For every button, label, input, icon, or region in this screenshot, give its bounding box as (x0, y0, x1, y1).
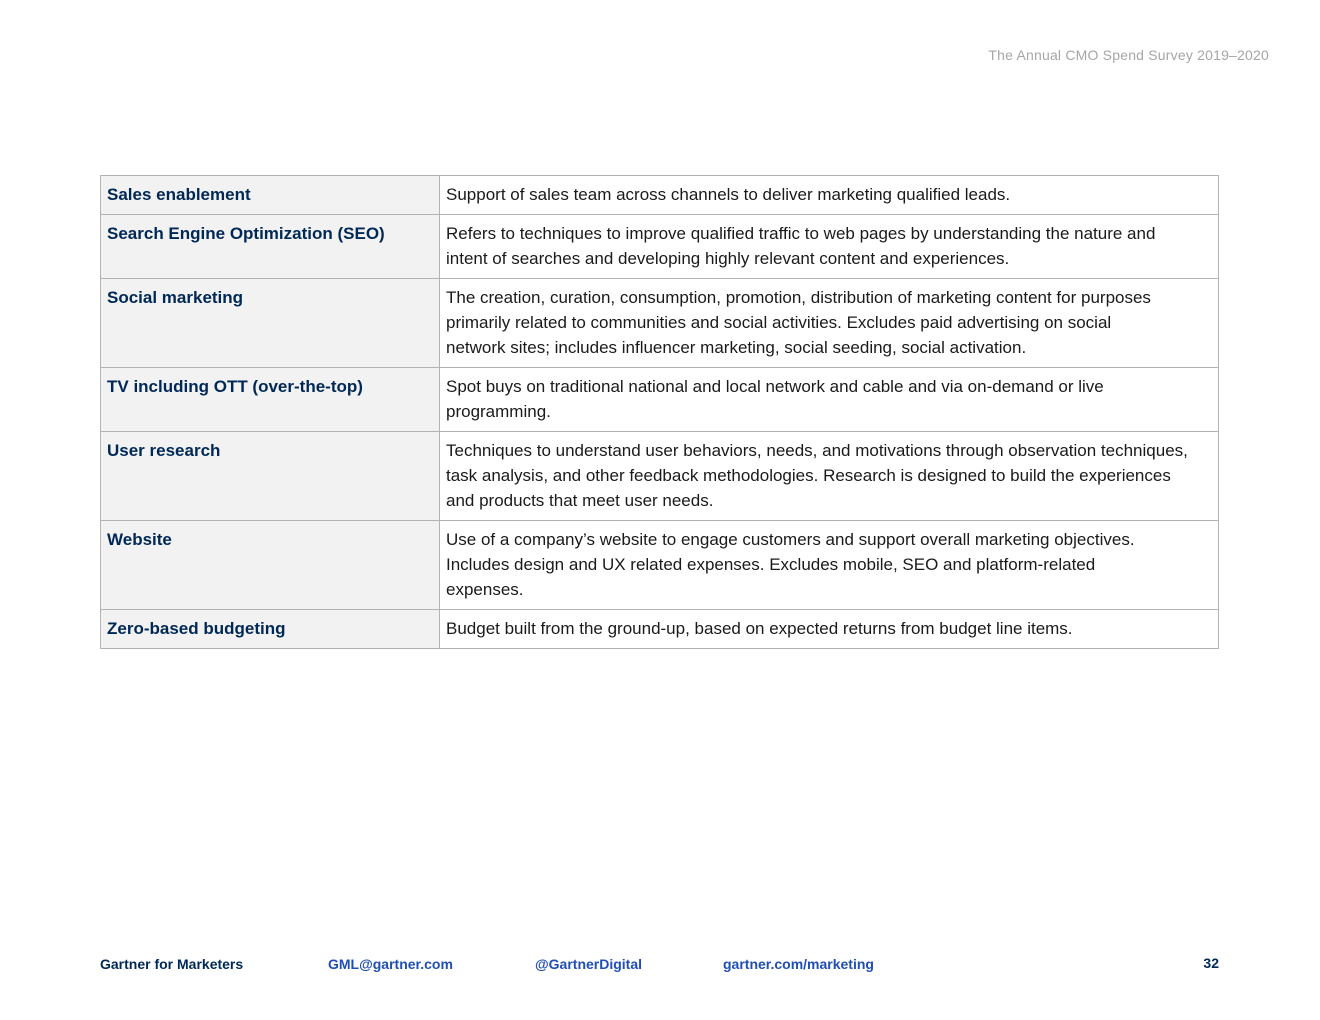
footer-email-link[interactable]: GML@gartner.com (328, 956, 453, 972)
table-row (101, 176, 1219, 215)
page-number: 32 (1203, 955, 1219, 971)
table-row (101, 368, 1219, 432)
table-row (101, 432, 1219, 521)
term-website: Website (101, 521, 440, 610)
glossary-table (100, 175, 1219, 649)
definition-social-marketing: The creation, curation, consumption, promotion, distribution of marketing content for purposes primarily related to communities and social activities. Excludes paid advertising on social network sites; includes influencer marketing, social seeding, social activation. (440, 279, 1219, 368)
term-user-research: User research (101, 432, 440, 521)
term-zero-based-budgeting: Zero-based budgeting (101, 610, 440, 649)
document-header-title: The Annual CMO Spend Survey 2019–2020 (988, 47, 1269, 63)
definition-seo: Refers to techniques to improve qualified traffic to web pages by understanding the nature and intent of searches and developing highly relevant content and experiences. (440, 215, 1219, 279)
term-seo: Search Engine Optimization (SEO) (101, 215, 440, 279)
table-row (101, 521, 1219, 610)
definition-sales-enablement: Support of sales team across channels to deliver marketing qualified leads. (440, 176, 1219, 215)
footer-website-link[interactable]: gartner.com/marketing (723, 956, 874, 972)
definition-website: Use of a company’s website to engage customers and support overall marketing objectives. Includes design and UX related expenses. Excludes mobile, SEO and platform-related expenses. (440, 521, 1219, 610)
table-row (101, 279, 1219, 368)
definition-user-research: Techniques to understand user behaviors, needs, and motivations through observation techniques, task analysis, and other feedback methodologies. Research is designed to build the experiences and products that meet user needs. (440, 432, 1219, 521)
footer-twitter-link[interactable]: @GartnerDigital (535, 956, 643, 972)
term-tv-ott: TV including OTT (over-the-top) (101, 368, 440, 432)
footer-brand: Gartner for Marketers (100, 956, 244, 972)
table-row (101, 610, 1219, 649)
term-social-marketing: Social marketing (101, 279, 440, 368)
table-row (101, 215, 1219, 279)
term-sales-enablement: Sales enablement (101, 176, 440, 215)
page-footer (100, 956, 1219, 976)
definition-tv-ott: Spot buys on traditional national and local network and cable and via on-demand or live programming. (440, 368, 1219, 432)
definition-zero-based-budgeting: Budget built from the ground-up, based on expected returns from budget line items. (440, 610, 1219, 649)
